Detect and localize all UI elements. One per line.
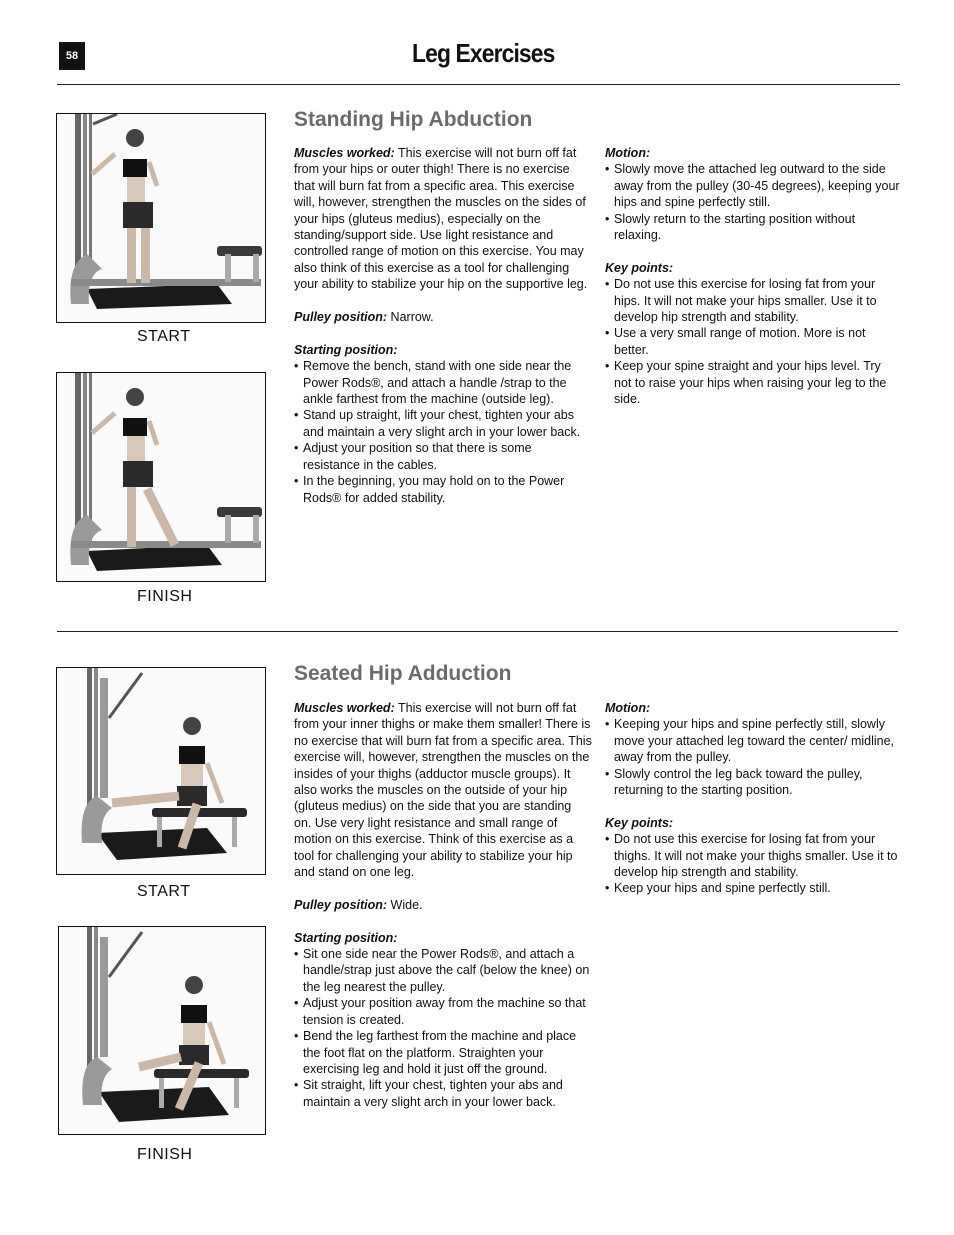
motion-list bbox=[605, 161, 901, 243]
standing-abduction-finish-photo bbox=[56, 372, 266, 582]
motion-list bbox=[605, 716, 901, 798]
starting-position-list bbox=[294, 946, 592, 1110]
seated-adduction-title: Seated Hip Adduction bbox=[294, 662, 512, 685]
key-points-list bbox=[605, 831, 901, 897]
seated-adduction-finish-photo bbox=[58, 926, 266, 1135]
list-item: • Do not use this exercise for losing fat from your hips. It will not make your hips smaller. Use it to develop hip strength and stability. bbox=[605, 276, 901, 325]
standing-abduction-start-photo bbox=[56, 113, 266, 323]
list-item: • Stand up straight, lift your chest, tighten your abs and maintain a very slight arch in your lower back. bbox=[294, 407, 592, 440]
list-item: • Slowly move the attached leg outward to the side away from the pulley (30-45 degrees), keeping your hips and spine perfectly still. bbox=[605, 161, 901, 210]
list-item: • Bend the leg farthest from the machine and place the foot flat on the platform. Straighten your exercising leg and hold it just off the ground. bbox=[294, 1028, 592, 1077]
key-points-list bbox=[605, 276, 901, 407]
starting-position-label: Starting position: bbox=[294, 342, 398, 357]
key-points-label: Key points: bbox=[605, 815, 674, 830]
list-item: • Slowly return to the starting position without relaxing. bbox=[605, 211, 901, 244]
standing-abduction-right-column bbox=[605, 145, 901, 424]
pulley-position-paragraph: Pulley position: Narrow. bbox=[294, 310, 434, 325]
list-item: • Slowly control the leg back toward the pulley, returning to the starting position. bbox=[605, 766, 901, 799]
list-item: • Keeping your hips and spine perfectly still, slowly move your attached leg toward the center/ midline, away from the pulley. bbox=[605, 716, 901, 765]
seated-adduction-start-caption: START bbox=[137, 883, 191, 900]
list-item: • Adjust your position so that there is some resistance in the cables. bbox=[294, 440, 592, 473]
list-item: • Sit one side near the Power Rods®, and attach a handle/strap just above the calf (below the knee) on the leg nearest the pulley. bbox=[294, 946, 592, 995]
section-divider bbox=[57, 631, 898, 632]
list-item: • Remove the bench, stand with one side near the Power Rods®, and attach a handle /strap to the ankle farthest from the machine (outside leg). bbox=[294, 358, 592, 407]
key-points-label: Key points: bbox=[605, 260, 674, 275]
starting-position-list bbox=[294, 358, 592, 506]
pulley-position-paragraph: Pulley position: Wide. bbox=[294, 897, 423, 912]
list-item: • Use a very small range of motion. More is not better. bbox=[605, 325, 901, 358]
motion-label: Motion: bbox=[605, 146, 651, 160]
list-item: • Do not use this exercise for losing fat from your thighs. It will not make your thighs smaller. Use it to develop hip strength and stability. bbox=[605, 831, 901, 880]
list-item: • Keep your spine straight and your hips level. Try not to raise your hips when raising your leg to the side. bbox=[605, 358, 901, 407]
page-number: 58 bbox=[59, 42, 85, 70]
header-divider bbox=[57, 84, 900, 85]
page-title: Leg Exercises bbox=[412, 38, 555, 68]
list-item: • Adjust your position away from the machine so that tension is created. bbox=[294, 995, 592, 1028]
muscles-worked-paragraph: Muscles worked: This exercise will not burn off fat from your hips or outer thigh! There is no exercise that will burn fat from a specific area. This exercise will, however, strengthen the muscles on the sides of your hips (gluteus medius), especially on the standing/support side. Use light resistance and controlled range of motion on this exercise. You may also think of this exercise as a tool for challenging your ability to stabilize your hip on the supportive leg. bbox=[294, 146, 588, 292]
standing-abduction-title: Standing Hip Abduction bbox=[294, 108, 533, 131]
motion-label: Motion: bbox=[605, 701, 651, 715]
seated-adduction-right-column bbox=[605, 700, 901, 913]
standing-abduction-left-column bbox=[294, 145, 592, 522]
muscles-worked-paragraph: Muscles worked: This exercise will not burn off fat from your inner thighs or make them smaller! There is no exercise that will burn fat from a specific area. This exercise will, however, strengthen the muscles on the insides of your thighs (adductor muscle groups). It also works the muscles on the outside of your hip (gluteus medius) on the side that you are standing on. Use very light resistance and small range of motion on this exercise. Think of this exercise as a tool for challenging your ability to stabilize your hip and stand on one leg. bbox=[294, 701, 592, 880]
list-item: • Sit straight, lift your chest, tighten your abs and maintain a very slight arch in your lower back. bbox=[294, 1077, 592, 1110]
standing-abduction-finish-caption: FINISH bbox=[137, 588, 193, 605]
seated-adduction-left-column bbox=[294, 700, 592, 1127]
starting-position-label: Starting position: bbox=[294, 930, 398, 945]
list-item: • Keep your hips and spine perfectly still. bbox=[605, 880, 901, 896]
standing-abduction-start-caption: START bbox=[137, 328, 191, 345]
seated-adduction-start-photo bbox=[56, 667, 266, 875]
seated-adduction-finish-caption: FINISH bbox=[137, 1146, 193, 1163]
list-item: • In the beginning, you may hold on to the Power Rods® for added stability. bbox=[294, 473, 592, 506]
